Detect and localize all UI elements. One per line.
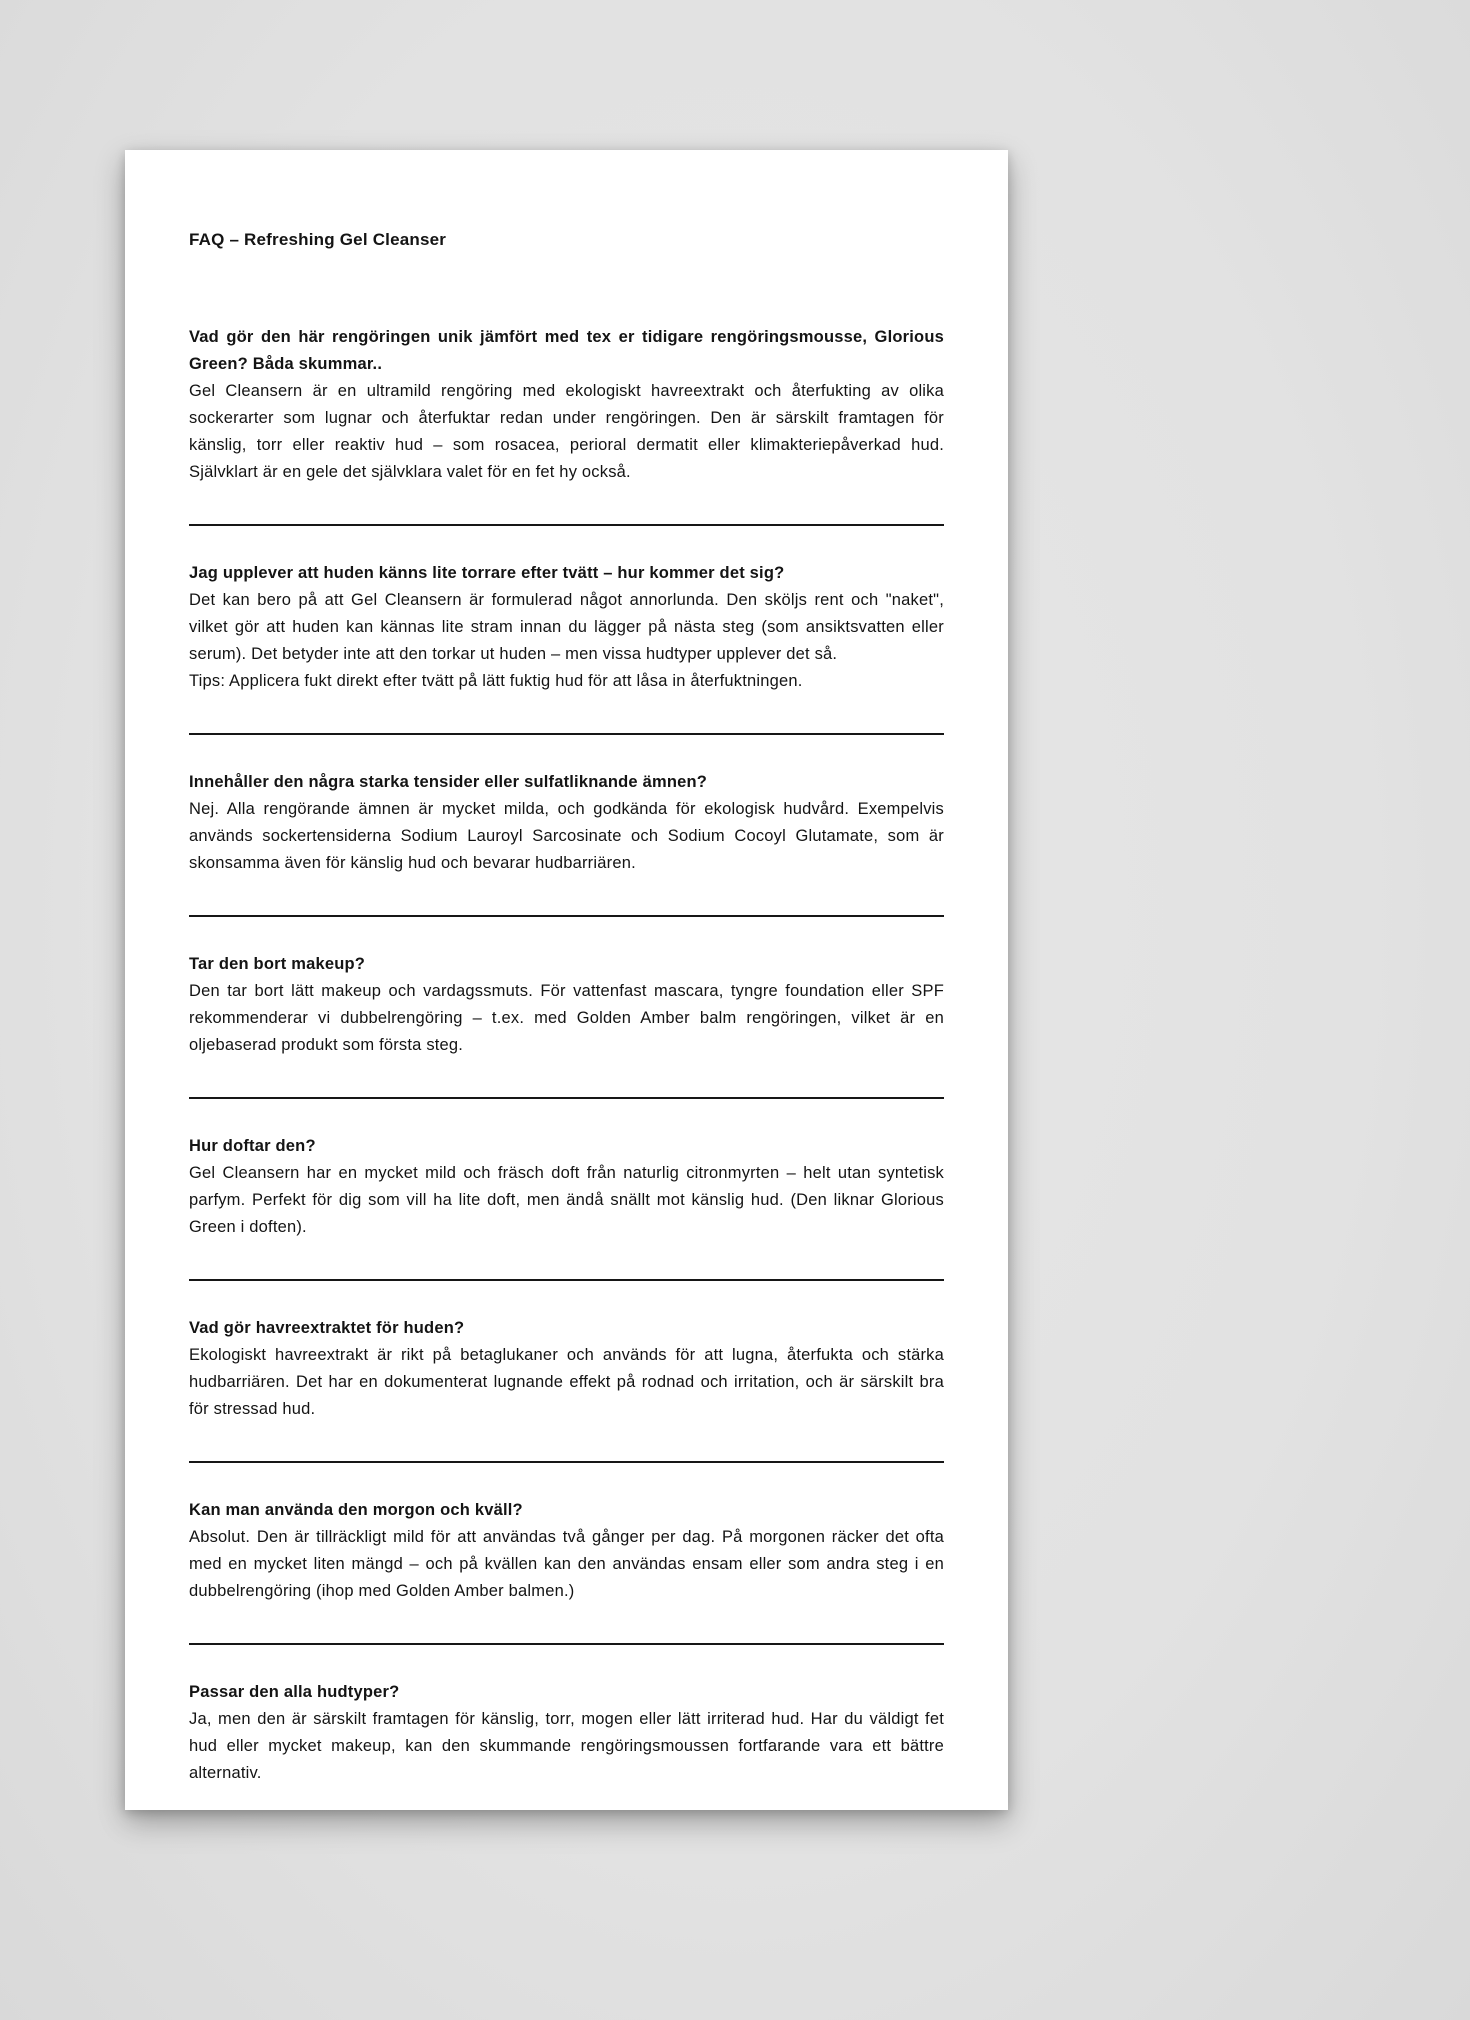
faq-question: Kan man använda den morgon och kväll?	[189, 1501, 523, 1519]
faq-section-morning-evening	[189, 1497, 944, 1605]
faq-section-dryness-after-wash	[189, 560, 944, 695]
faq-question: Passar den alla hudtyper?	[189, 1683, 400, 1701]
faq-section-scent	[189, 1133, 944, 1241]
faq-answer	[189, 587, 944, 695]
faq-answer	[189, 1706, 944, 1787]
faq-answer-paragraph: Ja, men den är särskilt framtagen för känslig, torr, mogen eller lätt irriterad hud. Har du väldigt fet hud eller mycket makeup, kan den skummande rengöringsmoussen fortfarande vara ett bättre alternativ.	[189, 1710, 944, 1782]
faq-answer-paragraph: Den tar bort lätt makeup och vardagssmuts. För vattenfast mascara, tyngre foundation eller SPF rekommenderar vi dubbelrengöring – t.ex. med Golden Amber balm rengöringen, vilket är en oljebaserad produkt som första steg.	[189, 982, 944, 1054]
faq-question: Hur doftar den?	[189, 1137, 316, 1155]
faq-question: Vad gör havreextraktet för huden?	[189, 1319, 465, 1337]
section-divider	[189, 1643, 944, 1645]
faq-answer-tip: Tips: Applicera fukt direkt efter tvätt på lätt fuktig hud för att låsa in återfuktningen.	[189, 672, 803, 690]
section-divider	[189, 1097, 944, 1099]
faq-answer-paragraph: Nej. Alla rengörande ämnen är mycket milda, och godkända för ekologisk hudvård. Exempelvis används sockertensiderna Sodium Lauroyl Sarcosinate och Sodium Cocoyl Glutamate, som är skonsamma även för känslig hud och bevarar hudbarriären.	[189, 800, 944, 872]
section-divider	[189, 524, 944, 526]
section-divider	[189, 915, 944, 917]
faq-section-skin-types	[189, 1679, 944, 1787]
faq-section-oat-extract	[189, 1315, 944, 1423]
section-divider	[189, 733, 944, 735]
faq-question: Jag upplever att huden känns lite torrare efter tvätt – hur kommer det sig?	[189, 564, 785, 582]
faq-question: Vad gör den här rengöringen unik jämfört med tex er tidigare rengöringsmousse, Glorious Green? Båda skummar..	[189, 328, 944, 373]
faq-section-unique-vs-mousse	[189, 324, 944, 486]
faq-answer	[189, 1342, 944, 1423]
faq-answer	[189, 378, 944, 486]
section-divider	[189, 1461, 944, 1463]
faq-answer-paragraph: Det kan bero på att Gel Cleansern är formulerad något annorlunda. Den sköljs rent och "naket", vilket gör att huden kan kännas lite stram innan du lägger på nästa steg (som ansiktsvatten eller serum). Det betyder inte att den torkar ut huden – men vissa hudtyper upplever det så.	[189, 591, 944, 663]
faq-answer	[189, 1160, 944, 1241]
faq-question: Innehåller den några starka tensider eller sulfatliknande ämnen?	[189, 773, 708, 791]
faq-answer	[189, 1524, 944, 1605]
faq-answer-paragraph: Ekologiskt havreextrakt är rikt på betaglukaner och används för att lugna, återfukta och stärka hudbarriären. Det har en dokumenterat lugnande effekt på rodnad och irritation, och är särskilt bra för stressad hud.	[189, 1346, 944, 1418]
section-divider	[189, 1279, 944, 1281]
faq-section-surfactants	[189, 769, 944, 877]
faq-answer	[189, 978, 944, 1059]
document-page	[125, 150, 1008, 1810]
faq-answer-paragraph: Gel Cleansern är en ultramild rengöring med ekologiskt havreextrakt och återfukting av olika sockerarter som lugnar och återfuktar redan under rengöringen. Den är särskilt framtagen för känslig, torr eller reaktiv hud – som rosacea, perioral dermatit eller klimakteriepåverkad hud. Självklart är en gele det självklara valet för en fet hy också.	[189, 382, 944, 481]
faq-section-makeup-removal	[189, 951, 944, 1059]
faq-answer-paragraph: Absolut. Den är tillräckligt mild för att användas två gånger per dag. På morgonen räcker det ofta med en mycket liten mängd – och på kvällen kan den användas ensam eller som andra steg i en dubbelrengöring (ihop med Golden Amber balmen.)	[189, 1528, 944, 1600]
faq-answer	[189, 796, 944, 877]
faq-question: Tar den bort makeup?	[189, 955, 366, 973]
page-title: FAQ – Refreshing Gel Cleanser	[189, 230, 447, 249]
faq-answer-paragraph: Gel Cleansern har en mycket mild och fräsch doft från naturlig citronmyrten – helt utan syntetisk parfym. Perfekt för dig som vill ha lite doft, men ändå snällt mot känslig hud. (Den liknar Glorious Green i doften).	[189, 1164, 944, 1236]
